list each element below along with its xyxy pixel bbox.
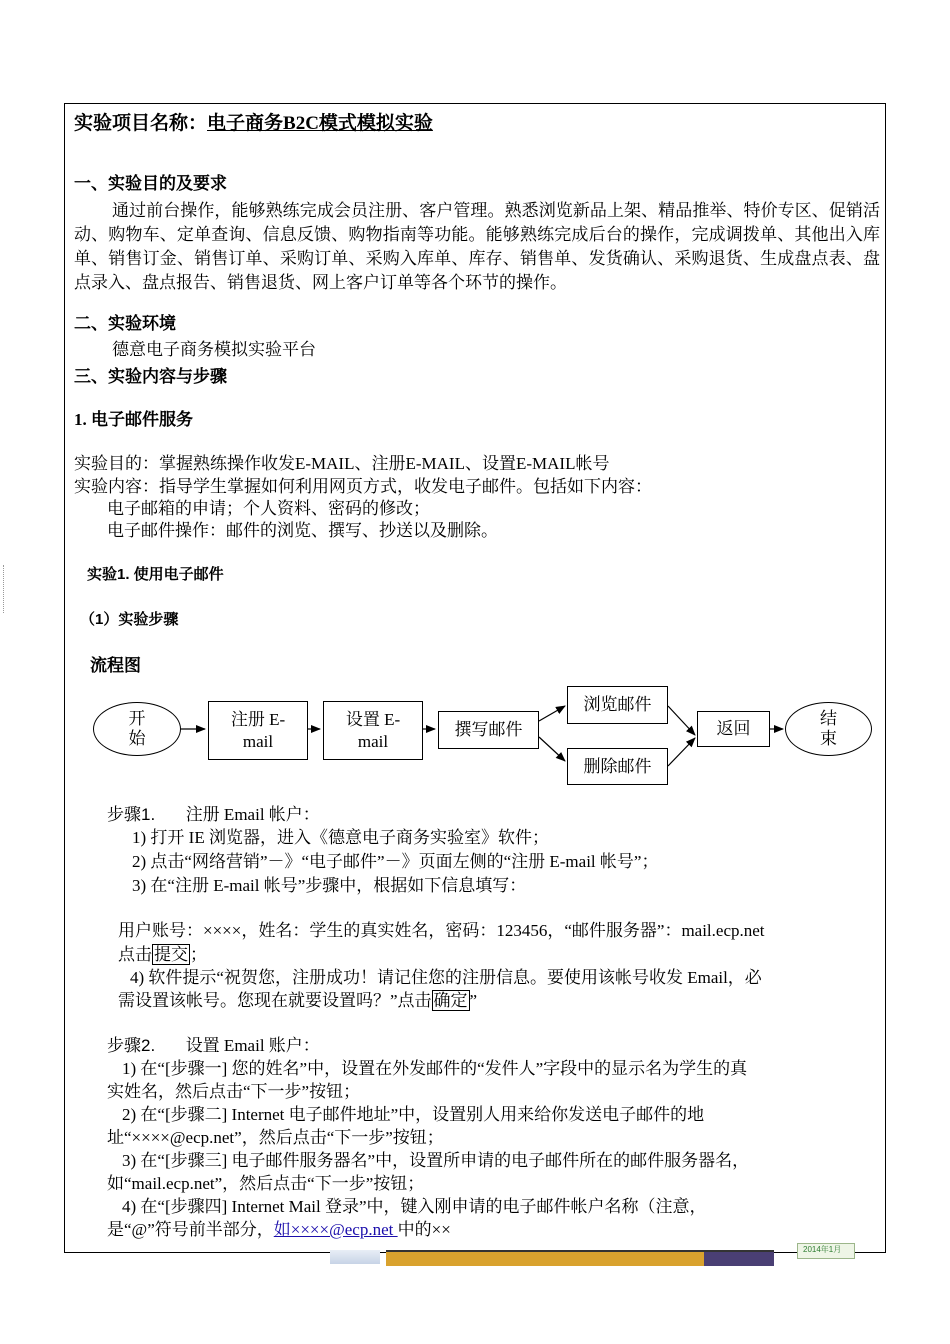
arrow-delete-return <box>668 738 695 766</box>
step2-item: 实姓名，然后点击“下一步”按钮； <box>107 1082 361 1101</box>
flow-return-node <box>697 711 770 747</box>
confirm-prefix: 需设置该帐号。您现在就要设置吗？”点击 <box>118 991 432 1010</box>
step2-item: 4) 在“[步骤四] Internet Mail 登录”中，键入刚申请的电子邮件帐户名称（注意， <box>122 1197 707 1216</box>
calendar-thumbnail <box>797 1243 855 1259</box>
step2-item-suffix: 中的×× <box>397 1220 451 1239</box>
flow-return-text: 返回 <box>716 719 751 738</box>
experiment-content: 实验内容：指导学生掌握如何利用网页方式，收发电子邮件。包括如下内容： <box>74 477 652 496</box>
section2-text: 德意电子商务模拟实验平台 <box>112 340 316 359</box>
flow-register-node <box>208 701 308 760</box>
step1-item: 4) 软件提示“祝贺您，注册成功！请记住您的注册信息。要使用该帐号收发 Email，必 <box>130 968 762 987</box>
click-prefix: 点击 <box>118 945 152 964</box>
screenshot-image-fragment <box>386 1250 704 1266</box>
title-value: 电子商务B2C模式模拟实验 <box>207 113 433 134</box>
step2-item: 3) 在“[步骤三] 电子邮件服务器名”中，设置所申请的电子邮件所在的邮件服务器名， <box>122 1151 750 1170</box>
click-suffix: ； <box>190 945 207 964</box>
account-info: 用户账号：××××，姓名：学生的真实姓名，密码：123456，“邮件服务器”：mail.ecp.net <box>118 921 765 940</box>
flow-compose-node <box>438 711 539 749</box>
step2-item: 址“××××@ecp.net”，然后点击“下一步”按钮； <box>107 1128 444 1147</box>
step2-title: 设置 Email 账户： <box>185 1036 320 1055</box>
screenshot-image-fragment <box>330 1250 380 1264</box>
flow-setup-text: 设置 E- <box>345 709 401 729</box>
confirm-suffix: ” <box>469 991 478 1010</box>
step1-item: 2) 点击“网络营销”－》“电子邮件”－》页面左侧的“注册 E-mail 帐号”； <box>132 852 659 871</box>
submit-instruction <box>118 944 207 966</box>
step2-header <box>107 1035 320 1057</box>
calendar-thumbnail-date: 2014年1月 <box>803 1245 842 1254</box>
arrow-compose-browse <box>539 706 565 721</box>
step1-item: 3) 在“注册 E-mail 帐号”步骤中，根据如下信息填写： <box>132 876 527 895</box>
steps-heading: （1）实验步骤 <box>80 611 179 628</box>
step2-item-prefix: 是“@”符号前半部分， <box>107 1220 274 1239</box>
arrow-compose-delete <box>539 737 565 761</box>
flow-delete-text: 删除邮件 <box>583 756 652 776</box>
flow-register-text: 注册 E- <box>230 709 286 729</box>
experiment1-heading: 实验1. 使用电子邮件 <box>87 566 224 583</box>
flowchart-heading: 流程图 <box>90 656 141 675</box>
email-link[interactable]: 如××××@ecp.net <box>273 1220 398 1239</box>
step2-item: 如“mail.ecp.net”，然后点击“下一步”按钮； <box>107 1174 425 1193</box>
step1-item: 1) 打开 IE 浏览器，进入《德意电子商务实验室》软件； <box>132 828 549 847</box>
step2-label: 步骤2. <box>107 1036 156 1055</box>
section1-text: 通过前台操作，能够熟练完成会员注册、客户管理。熟悉浏览新品上架、精品推举、特价专区、促销活动、购物车、定单查询、信息反馈、购物指南等功能。能够熟练完成后台的操作，完成调拨单、其他出入库单、销售订金、销售订单、采购订单、采购入库单、库存、销售单、发货确认、采购退货、生成盘点表、盘点录入、盘点报告、销售退货、网上客户订单等各个环节的操作。 <box>74 201 880 292</box>
screenshot-image-fragment <box>704 1250 774 1266</box>
flow-setup-text: mail <box>357 731 389 751</box>
step1-header <box>107 804 320 826</box>
content-item: 电子邮件操作：邮件的浏览、撰写、抄送以及删除。 <box>107 521 498 540</box>
section3-heading: 三、实验内容与步骤 <box>74 367 227 386</box>
confirm-instruction <box>118 990 477 1012</box>
content-item: 电子邮箱的申请；个人资料、密码的修改； <box>107 499 430 518</box>
step2-item <box>107 1219 451 1241</box>
step1-label: 步骤1. <box>107 805 156 824</box>
flow-start-node <box>93 702 181 756</box>
arrow-browse-return <box>668 706 695 735</box>
submit-button-label: 提交 <box>154 945 188 964</box>
flow-start-text: 始 <box>128 729 146 748</box>
experiment-purpose: 实验目的：掌握熟练操作收发E-MAIL、注册E-MAIL、设置E-MAIL帐号 <box>74 454 610 473</box>
flow-setup-node <box>323 701 423 760</box>
flow-register-text: mail <box>242 731 274 751</box>
flow-end-node <box>785 702 872 756</box>
flow-end-text: 结 <box>820 709 837 728</box>
flow-end-text: 束 <box>820 729 837 748</box>
step2-item: 2) 在“[步骤二] Internet 电子邮件地址”中，设置别人用来给你发送电子邮件的地 <box>122 1105 705 1124</box>
flow-start-text: 开 <box>128 709 146 728</box>
step1-title: 注册 Email 帐户： <box>185 805 320 824</box>
title-label: 实验项目名称： <box>74 113 208 134</box>
flow-browse-node <box>567 686 668 724</box>
subsection-email-heading: 1. 电子邮件服务 <box>74 410 193 429</box>
confirm-button-label: 确定 <box>433 991 468 1010</box>
flow-compose-text: 撰写邮件 <box>454 720 523 739</box>
flow-browse-text: 浏览邮件 <box>583 695 652 714</box>
flow-delete-node <box>567 748 668 785</box>
step2-item: 1) 在“[步骤一] 您的姓名”中，设置在外发邮件的“发件人”字段中的显示名为学生的真 <box>122 1059 748 1078</box>
section2-heading: 二、实验环境 <box>74 314 176 333</box>
section1-heading: 一、实验目的及要求 <box>74 174 227 193</box>
